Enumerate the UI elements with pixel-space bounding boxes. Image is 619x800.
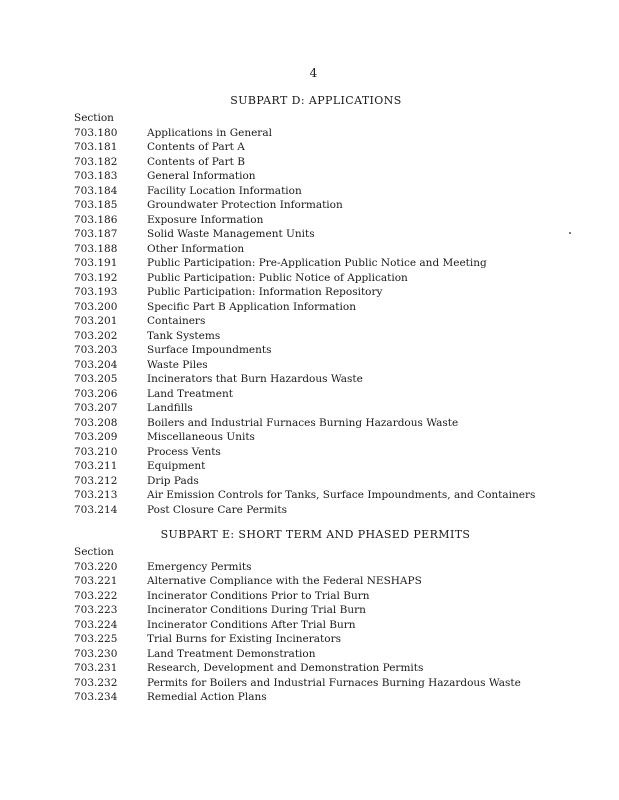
section-number: 703.204 xyxy=(74,358,118,371)
section-number: 703.221 xyxy=(74,575,118,587)
section-title: Public Participation: Public Notice of Application xyxy=(147,271,408,284)
section-number: 703.188 xyxy=(74,242,118,255)
toc-entry xyxy=(74,503,554,518)
section-number: 703.183 xyxy=(74,170,118,182)
section-number: 703.203 xyxy=(74,344,118,356)
toc-entry xyxy=(74,372,554,387)
section-title: Equipment xyxy=(147,460,206,472)
section-title: Incinerator Conditions After Trial Burn xyxy=(147,618,356,631)
section-title: Alternative Compliance with the Federal NESHAPS xyxy=(147,575,422,587)
toc-entry xyxy=(74,256,554,271)
section-title: General Information xyxy=(147,170,256,182)
toc-entry xyxy=(74,126,554,141)
toc-entry xyxy=(74,618,554,633)
toc-entry xyxy=(74,647,554,662)
section-number: 703.231 xyxy=(74,662,118,674)
section-number: 703.234 xyxy=(74,691,118,703)
toc-entry xyxy=(74,401,554,416)
toc-entry xyxy=(74,603,554,618)
section-title: Air Emission Controls for Tanks, Surface Impoundments, and Containers xyxy=(147,489,536,501)
toc-entry xyxy=(74,198,554,213)
section-title: Specific Part B Application Information xyxy=(147,300,356,313)
section-number: 703.224 xyxy=(74,618,118,631)
toc-entry xyxy=(74,474,554,489)
section-title: Facility Location Information xyxy=(147,184,302,197)
section-title: Land Treatment xyxy=(147,387,233,400)
toc-entry xyxy=(74,343,554,358)
section-number: 703.211 xyxy=(74,460,118,472)
toc-entry xyxy=(74,285,554,300)
section-number: 703.205 xyxy=(74,373,118,385)
toc-entry xyxy=(74,242,554,257)
section-number: 703.222 xyxy=(74,589,118,602)
toc-entry xyxy=(74,430,554,445)
toc-entry xyxy=(74,445,554,460)
section-title: Exposure Information xyxy=(147,213,264,226)
section-number: 703.181 xyxy=(74,141,118,153)
subpart-d-section xyxy=(74,94,554,517)
section-title: Incinerators that Burn Hazardous Waste xyxy=(147,373,363,385)
toc-entry xyxy=(74,632,554,647)
toc-entry xyxy=(74,574,554,589)
section-number: 703.191 xyxy=(74,257,118,269)
section-number: 703.180 xyxy=(74,126,118,139)
section-number: 703.207 xyxy=(74,402,118,414)
section-number: 703.223 xyxy=(74,604,118,616)
section-title: Drip Pads xyxy=(147,474,199,487)
section-title: Post Closure Care Permits xyxy=(147,503,287,516)
toc-entry xyxy=(74,589,554,604)
section-title: Public Participation: Information Repository xyxy=(147,286,383,298)
section-number: 703.208 xyxy=(74,416,118,429)
section-title: Incinerator Conditions Prior to Trial Burn xyxy=(147,589,370,602)
section-number: 703.187 xyxy=(74,228,118,240)
section-title: Process Vents xyxy=(147,445,221,458)
section-title: Solid Waste Management Units xyxy=(147,228,315,240)
section-number: 703.232 xyxy=(74,676,118,689)
section-number: 703.230 xyxy=(74,647,118,660)
section-number: 703.185 xyxy=(74,199,118,211)
section-number: 703.212 xyxy=(74,474,118,487)
toc-entry xyxy=(74,155,554,170)
section-number: 703.193 xyxy=(74,286,118,298)
section-number: 703.200 xyxy=(74,300,118,313)
toc-entry xyxy=(74,140,554,155)
section-number: 703.202 xyxy=(74,329,118,342)
section-number: 703.184 xyxy=(74,184,118,197)
subpart-e-section xyxy=(74,528,554,705)
toc-entry xyxy=(74,300,554,315)
section-number: 703.213 xyxy=(74,489,118,501)
subpart-e-section-label: Section xyxy=(74,546,114,558)
subpart-e-title: SUBPART E: SHORT TERM AND PHASED PERMITS xyxy=(160,528,471,541)
toc-entry xyxy=(74,227,554,242)
toc-entry xyxy=(74,661,554,676)
toc-entry xyxy=(74,459,554,474)
toc-entry xyxy=(74,271,554,286)
section-number: 703.182 xyxy=(74,155,118,168)
section-title: Research, Development and Demonstration Permits xyxy=(147,662,424,674)
section-number: 703.214 xyxy=(74,503,118,516)
section-title: Waste Piles xyxy=(147,358,208,371)
section-title: Trial Burns for Existing Incinerators xyxy=(147,633,341,645)
toc-entry xyxy=(74,169,554,184)
section-number: 703.192 xyxy=(74,271,118,284)
toc-entry xyxy=(74,690,554,705)
section-title: Tank Systems xyxy=(147,329,221,342)
subpart-d-section-label: Section xyxy=(74,112,114,124)
section-title: Landfills xyxy=(147,402,193,414)
section-title: Boilers and Industrial Furnaces Burning Hazardous Waste xyxy=(147,416,459,429)
subpart-e-entry-list xyxy=(74,560,554,705)
toc-entry xyxy=(74,488,554,503)
section-title: Other Information xyxy=(147,242,245,255)
section-title: Incinerator Conditions During Trial Burn xyxy=(147,604,366,616)
toc-entry xyxy=(74,314,554,329)
toc-entry xyxy=(74,358,554,373)
toc-entry xyxy=(74,329,554,344)
scan-speck xyxy=(569,232,571,234)
toc-entry xyxy=(74,387,554,402)
section-title: Land Treatment Demonstration xyxy=(147,647,316,660)
section-title: Public Participation: Pre-Application Public Notice and Meeting xyxy=(147,257,487,269)
toc-entry xyxy=(74,676,554,691)
section-number: 703.186 xyxy=(74,213,118,226)
subpart-d-entry-list xyxy=(74,126,554,518)
section-number: 703.210 xyxy=(74,445,118,458)
section-title: Permits for Boilers and Industrial Furnaces Burning Hazardous Waste xyxy=(147,676,521,689)
page-number: 4 xyxy=(309,66,318,80)
section-title: Miscellaneous Units xyxy=(147,431,255,443)
section-number: 703.209 xyxy=(74,431,118,443)
section-title: Contents of Part A xyxy=(147,141,245,153)
section-number: 703.220 xyxy=(74,560,118,573)
section-number: 703.201 xyxy=(74,315,118,327)
toc-entry xyxy=(74,184,554,199)
section-number: 703.206 xyxy=(74,387,118,400)
section-title: Remedial Action Plans xyxy=(147,691,267,703)
toc-entry xyxy=(74,213,554,228)
toc-entry xyxy=(74,560,554,575)
subpart-d-title: SUBPART D: APPLICATIONS xyxy=(230,94,402,107)
section-title: Emergency Permits xyxy=(147,560,252,573)
section-title: Groundwater Protection Information xyxy=(147,199,343,211)
section-title: Containers xyxy=(147,315,206,327)
section-title: Applications in General xyxy=(147,126,272,139)
section-title: Contents of Part B xyxy=(147,155,245,168)
toc-entry xyxy=(74,416,554,431)
section-number: 703.225 xyxy=(74,633,118,645)
section-title: Surface Impoundments xyxy=(147,344,272,356)
